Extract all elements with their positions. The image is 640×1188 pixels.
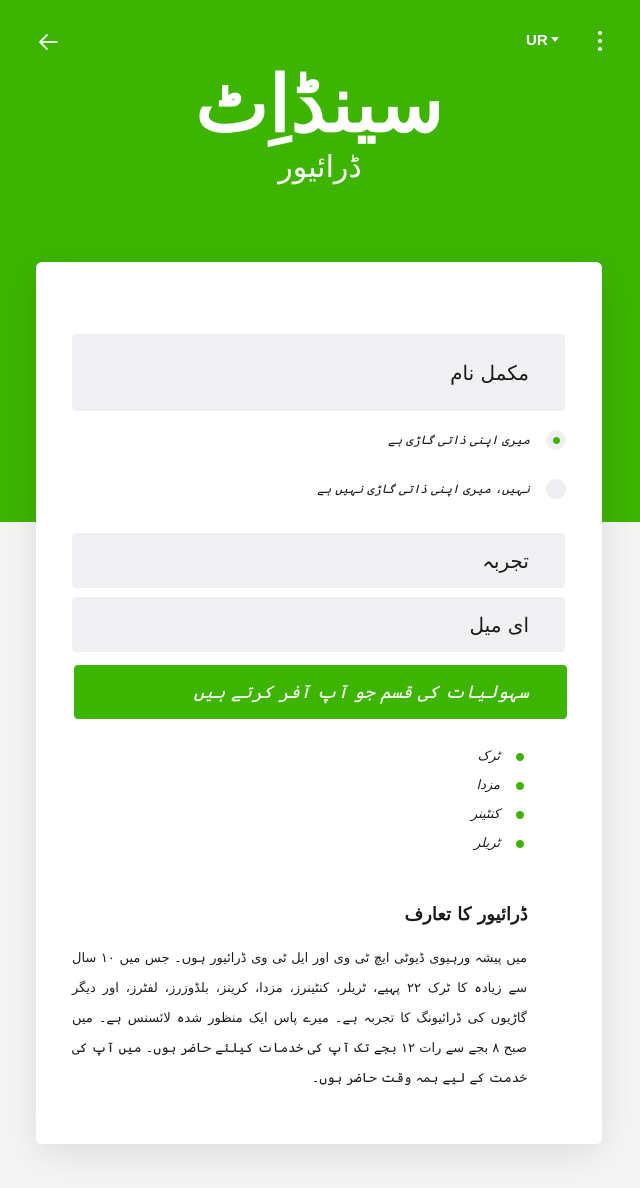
list-item — [471, 771, 524, 800]
back-button[interactable] — [34, 28, 62, 56]
bullet-icon — [516, 840, 524, 848]
experience-placeholder: تجربہ — [482, 548, 529, 573]
service-label: ٹرک — [477, 749, 500, 764]
list-item — [471, 742, 524, 771]
full-name-field[interactable] — [72, 334, 565, 411]
radio-own-vehicle-yes[interactable] — [388, 430, 566, 450]
service-label: کنٹینر — [470, 807, 500, 822]
bullet-icon — [516, 753, 524, 761]
caret-down-icon — [551, 37, 559, 42]
email-field[interactable] — [72, 597, 565, 652]
radio-label: نہیں، میری اپنی ذاتی گاڑی نہیں ہے — [317, 482, 530, 496]
about-title: ڈرائیور کا تعارف — [404, 904, 528, 925]
services-list — [471, 742, 524, 858]
email-placeholder: ای میل — [469, 612, 529, 637]
about-text: میں پیشہ ورہیوی ڈیوٹی ایچ ٹی وی اور ایل ٹی وی ڈرائیور ہوں۔ جس میں ۱۰ سال سے زیادہ کا ٹرک ۲۲ پہیے، ٹریلر، کنٹینرز، مزدا، کرینز، بلڈوزرز، لفٹرز، اور دیگر گاڑیوں کی ڈرائیونگ کا تجربہ ہے۔ میرے پاس ایک منظور شدہ لائسنس ہے۔ میں صبح ۸ بجے سے رات ۱۲ بجے تک آپ کی خدمات کیلئے حاضر ہوں۔ میں آپ کی خدمت کے لیے ہمہ وقت حاضر ہوں۔ — [72, 951, 527, 1086]
experience-field[interactable] — [72, 533, 565, 588]
dot-icon — [598, 47, 602, 51]
app-logo — [0, 60, 640, 186]
language-label: UR — [526, 31, 548, 49]
registration-card — [36, 262, 602, 1144]
full-name-placeholder: مکمل نام — [450, 360, 529, 385]
radio-own-vehicle-no[interactable] — [317, 479, 566, 499]
logo-subtitle: ڈرائیور — [278, 150, 362, 185]
arrow-left-icon — [37, 33, 59, 51]
language-selector[interactable] — [526, 30, 559, 50]
logo-title: سینڈاِٹ — [195, 59, 445, 150]
service-label: ٹریلر — [474, 836, 500, 851]
radio-label: میری اپنی ذاتی گاڑی ہے — [388, 433, 530, 447]
bullet-icon — [516, 811, 524, 819]
radio-unchecked-icon — [546, 479, 566, 499]
dot-icon — [598, 39, 602, 43]
service-label: مزدا — [476, 778, 500, 793]
services-type-button[interactable] — [74, 665, 567, 719]
more-menu-button[interactable] — [590, 28, 610, 54]
radio-checked-icon — [546, 430, 566, 450]
list-item — [471, 829, 524, 858]
dot-icon — [598, 31, 602, 35]
list-item — [471, 800, 524, 829]
bullet-icon — [516, 782, 524, 790]
services-button-label: سہولیات کی قسم جو آپ آفر کرتے ہیں — [193, 681, 529, 703]
